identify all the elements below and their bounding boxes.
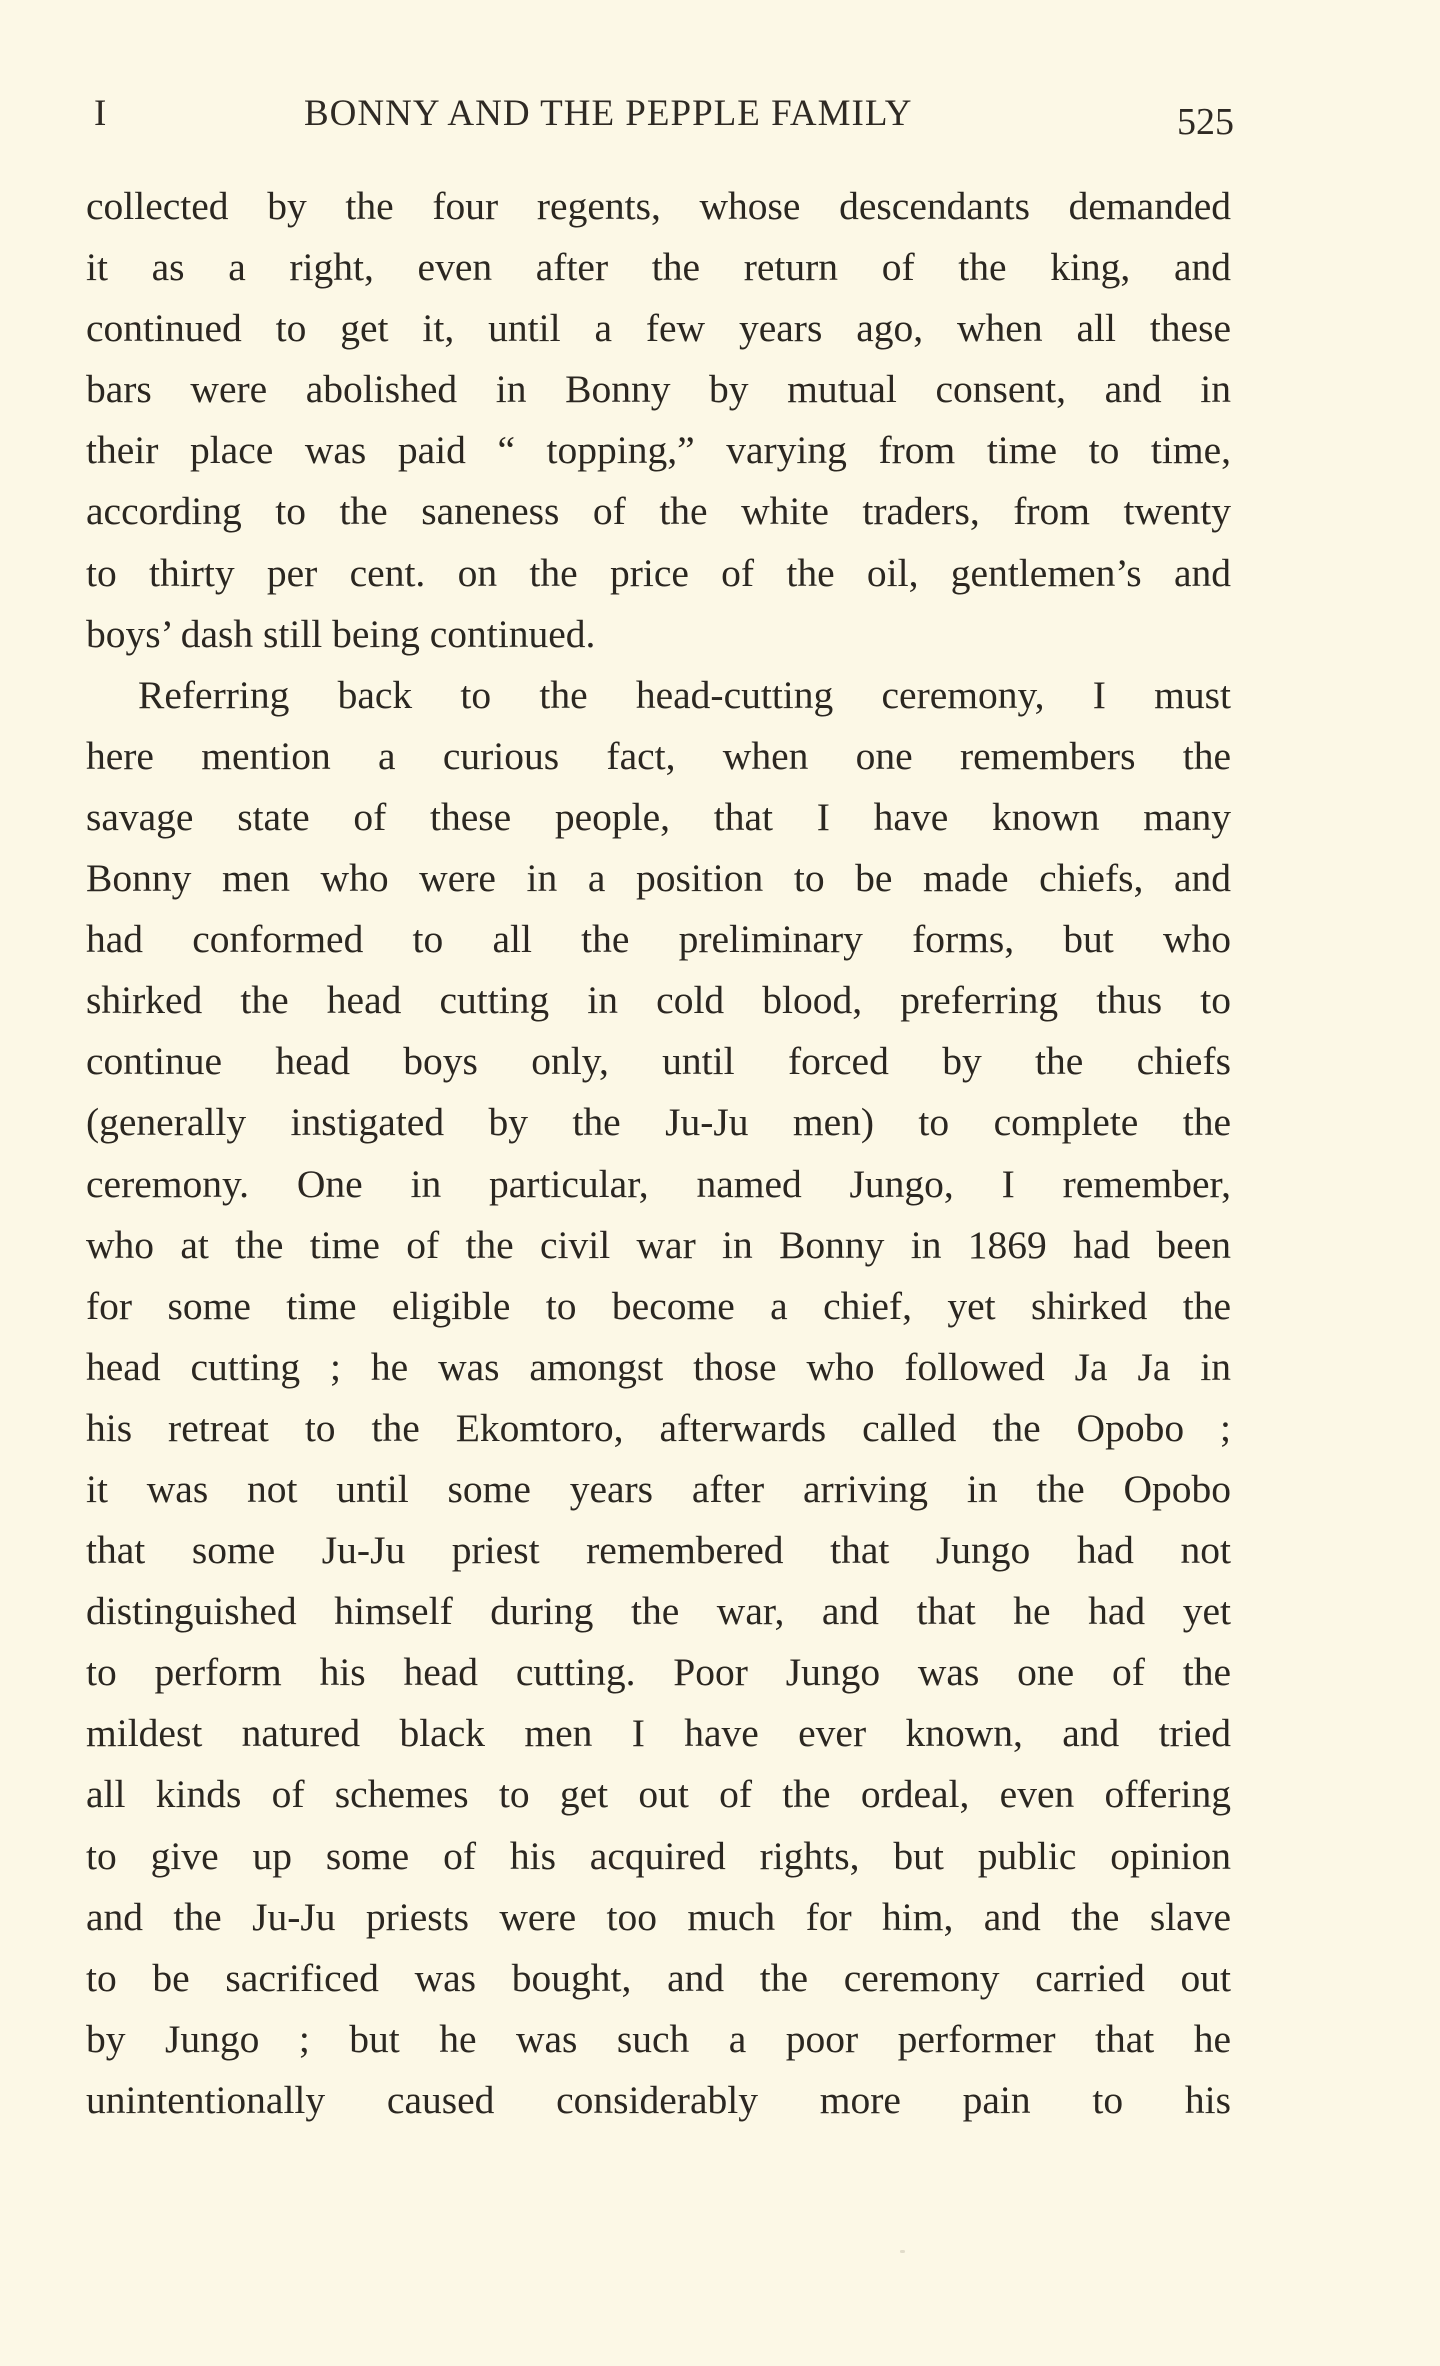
text-line: to perform his head cutting. Poor Jungo was one of the bbox=[86, 1650, 1231, 1695]
text-line: had conformed to all the preliminary forms, but who bbox=[86, 917, 1231, 962]
text-line: collected by the four regents, whose descendants demanded bbox=[86, 184, 1231, 228]
text-line: it as a right, even after the return of the king, and bbox=[86, 245, 1231, 290]
text-line: continued to get it, until a few years ago, when all these bbox=[86, 306, 1231, 351]
text-line: their place was paid “ topping,” varying from time to time, bbox=[86, 428, 1231, 473]
text-line: that some Ju-Ju priest remembered that Jungo had not bbox=[86, 1528, 1231, 1573]
text-line: by Jungo ; but he was such a poor performer that he bbox=[86, 2016, 1231, 2061]
text-line: unintentionally caused considerably more pain to his bbox=[86, 2077, 1231, 2122]
text-line: according to the saneness of the white traders, from twenty bbox=[86, 489, 1231, 534]
text-line: who at the time of the civil war in Bonny in 1869 had been bbox=[86, 1222, 1231, 1267]
paper-speck bbox=[900, 2250, 905, 2253]
text-line: savage state of these people, that I have known many bbox=[86, 794, 1231, 839]
text-line: continue head boys only, until forced by the chiefs bbox=[86, 1039, 1231, 1084]
running-title: BONNY AND THE PEPPLE FAMILY bbox=[304, 93, 913, 134]
signature-mark: I bbox=[94, 93, 108, 134]
paragraph-start-line: Referring back to the head-cutting ceremony, I must bbox=[138, 672, 1231, 717]
text-line: ceremony. One in particular, named Jungo, I remember, bbox=[86, 1161, 1231, 1206]
text-line: it was not until some years after arriving in the Opobo bbox=[86, 1466, 1231, 1511]
text-line: his retreat to the Ekomtoro, afterwards called the Opobo ; bbox=[86, 1405, 1231, 1450]
text-line: (generally instigated by the Ju-Ju men) to complete the bbox=[86, 1100, 1231, 1145]
text-line: to be sacrificed was bought, and the ceremony carried out bbox=[86, 1955, 1231, 2000]
paragraph-end-line: boys’ dash still being continued. bbox=[86, 611, 596, 656]
text-line: distinguished himself during the war, and that he had yet bbox=[86, 1589, 1231, 1634]
text-line: to give up some of his acquired rights, but public opinion bbox=[86, 1833, 1231, 1878]
text-line: shirked the head cutting in cold blood, preferring thus to bbox=[86, 978, 1231, 1023]
text-line: and the Ju-Ju priests were too much for him, and the slave bbox=[86, 1894, 1231, 1939]
text-line: Bonny men who were in a position to be made chiefs, and bbox=[86, 856, 1231, 901]
text-line: here mention a curious fact, when one remembers the bbox=[86, 733, 1231, 778]
text-line: for some time eligible to become a chief, yet shirked the bbox=[86, 1283, 1231, 1328]
text-line: mildest natured black men I have ever known, and tried bbox=[86, 1711, 1231, 1756]
text-line: all kinds of schemes to get out of the ordeal, even offering bbox=[86, 1772, 1231, 1817]
text-line: to thirty per cent. on the price of the oil, gentlemen’s and bbox=[86, 550, 1231, 595]
text-line: bars were abolished in Bonny by mutual consent, and in bbox=[86, 367, 1231, 412]
body-text bbox=[86, 176, 1231, 2131]
page-number: 525 bbox=[1177, 101, 1234, 143]
running-head bbox=[94, 92, 1234, 148]
text-line: head cutting ; he was amongst those who followed Ja Ja in bbox=[86, 1344, 1231, 1389]
